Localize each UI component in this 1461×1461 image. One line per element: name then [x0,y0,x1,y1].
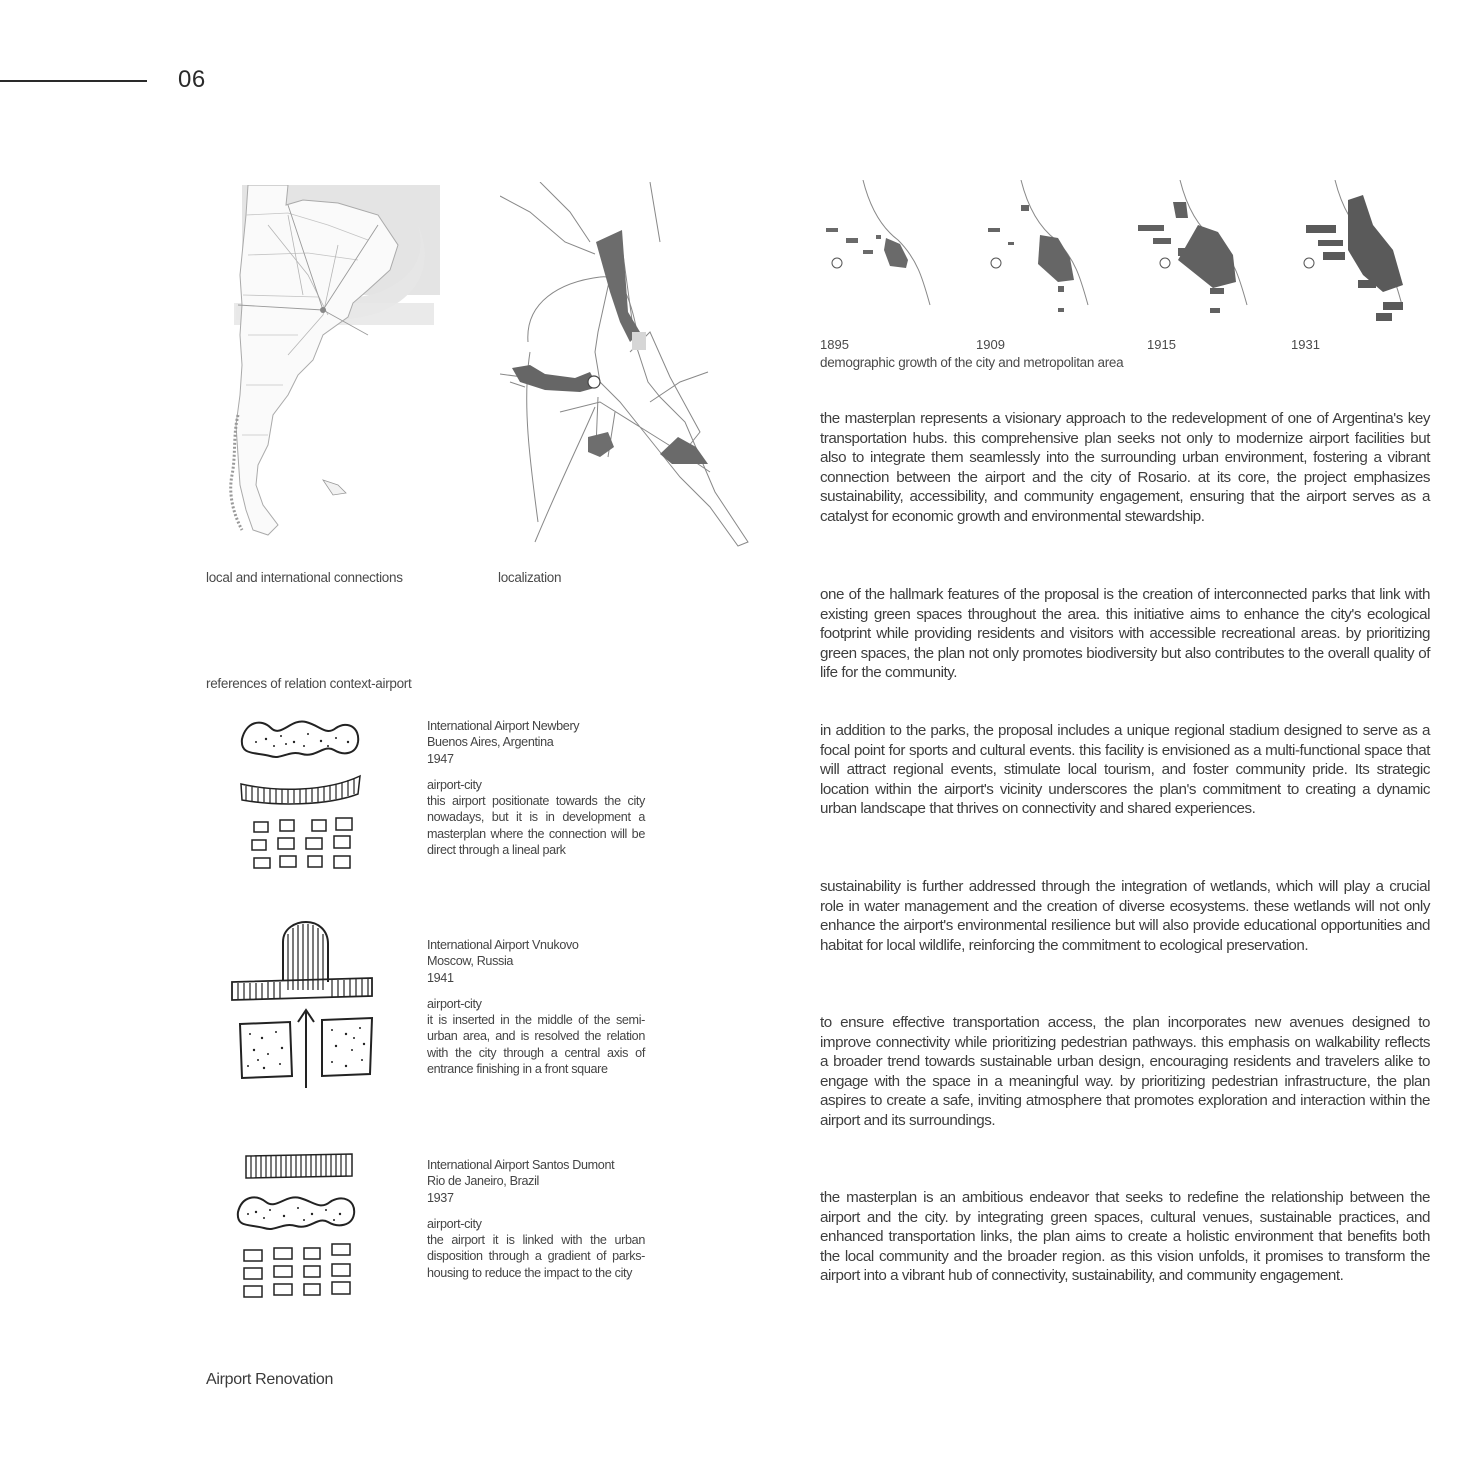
reference-santos-dumont [427,1157,645,1281]
growth-caption: demographic growth of the city and metropolitan area [820,355,1124,370]
growth-maps [818,180,1433,325]
year-label-1909: 1909 [976,337,1005,352]
reference-year: 1941 [427,970,454,985]
footer-title: Airport Renovation [206,1371,334,1388]
references-heading: references of relation context-airport [206,676,412,691]
reference-newbery [427,718,645,858]
sketch-vnukovo [228,920,376,1092]
year-label-1915: 1915 [1147,337,1176,352]
reference-year: 1937 [427,1190,454,1205]
header-rule [0,80,147,82]
body-paragraph-2: one of the hallmark features of the proposal is the creation of interconnected parks that link with existing green spaces throughout the area. this initiative aims to enhance the city's ecological footprint while providing residents and visitors with accessible recreational areas. by prioritizing green spaces, the plan not only promotes biodiversity but also contributes to the overall quality of life for the community. [820,586,1430,681]
reference-description: it is inserted in the middle of the semi-urban area, and is resolved the relation with the city through a central axis of entrance finishing in a front square [427,1013,645,1077]
reference-name: International Airport Newbery [427,719,580,733]
body-paragraph-5: to ensure effective transportation access, the plan incorporates new avenues designed to improve connectivity while prioritizing pedestrian pathways. this emphasis on walkability reflects a broader trend towards sustainable urban design, encouraging residents and travelers alike to engage with the space in a meaningful way. by prioritizing pedestrian infrastructure, the plan aspires to create a safe, inviting atmosphere that promotes exploration and interaction within the airport and its surroundings. [820,1014,1430,1129]
reference-description: this airport positionate towards the city nowadays, but it is in development a masterplan where the connection will be direct through a lineal park [427,794,645,858]
sketch-newbery [236,714,366,876]
reference-location: Moscow, Russia [427,954,514,969]
body-paragraph-6: the masterplan is an ambitious endeavor that seeks to redefine the relationship between the airport and the city. by integrating green spaces, cultural venues, sustainable practices, and enhanced transportation links, the plan aims to create a holistic environment that benefits both the local community and the broader region. as this vision unfolds, it promises to transform the airport into a vibrant hub of connectivity, sustainability, and community engagement. [820,1189,1430,1284]
growth-map-1895 [826,180,930,305]
localization-map [500,182,752,548]
body-paragraph-3: in addition to the parks, the proposal includes a unique regional stadium designed to serve as a focal point for sports and cultural events. this facility is envisioned as a multi-functional space that will attract regional events, stimulate local tourism, and foster community pride. Its strategic location within the airport's vicinity underscores the plan's commitment to creating a dynamic urban landscape that thrives on connectivity and shared experiences. [820,722,1430,817]
reference-type: airport-city [427,777,482,792]
reference-location: Buenos Aires, Argentina [427,735,554,750]
argentina-connections-map [228,185,440,555]
connections-caption: local and international connections [206,570,403,585]
sketch-santos-dumont [234,1152,362,1304]
growth-map-1915 [1138,180,1247,313]
reference-location: Rio de Janeiro, Brazil [427,1174,539,1189]
body-paragraph-1: the masterplan represents a visionary approach to the redevelopment of one of Argentina's key transportation hubs. this comprehensive plan seeks not only to modernize airport facilities but also to integrate them seamlessly into the surrounding urban environment, fostering a vibrant connection between the airport and the city of Rosario. at its core, the project emphasizes sustainability, accessibility, and community engagement, ensuring that the airport serves as a catalyst for economic growth and environmental stewardship. [820,410,1430,525]
page-number: 06 [178,66,206,93]
reference-type: airport-city [427,1216,482,1231]
year-label-1895: 1895 [820,337,849,352]
reference-vnukovo [427,937,645,1077]
body-paragraph-4: sustainability is further addressed through the integration of wetlands, which will play a crucial role in water management and the creation of diverse ecosystems. these wetlands will not only enhance the airport's environmental resilience but will also provide educational opportunities and habitat for local wildlife, reinforcing the commitment to ecological preservation. [820,878,1430,954]
year-label-1931: 1931 [1291,337,1320,352]
localization-caption: localization [498,570,562,585]
reference-name: International Airport Santos Dumont [427,1158,615,1172]
reference-name: International Airport Vnukovo [427,938,579,952]
reference-description: the airport it is linked with the urban disposition through a gradient of parks-housing to reduce the impact to the city [427,1233,645,1280]
reference-year: 1947 [427,751,454,766]
reference-type: airport-city [427,996,482,1011]
growth-map-1909 [988,180,1088,312]
growth-map-1931 [1304,180,1403,321]
